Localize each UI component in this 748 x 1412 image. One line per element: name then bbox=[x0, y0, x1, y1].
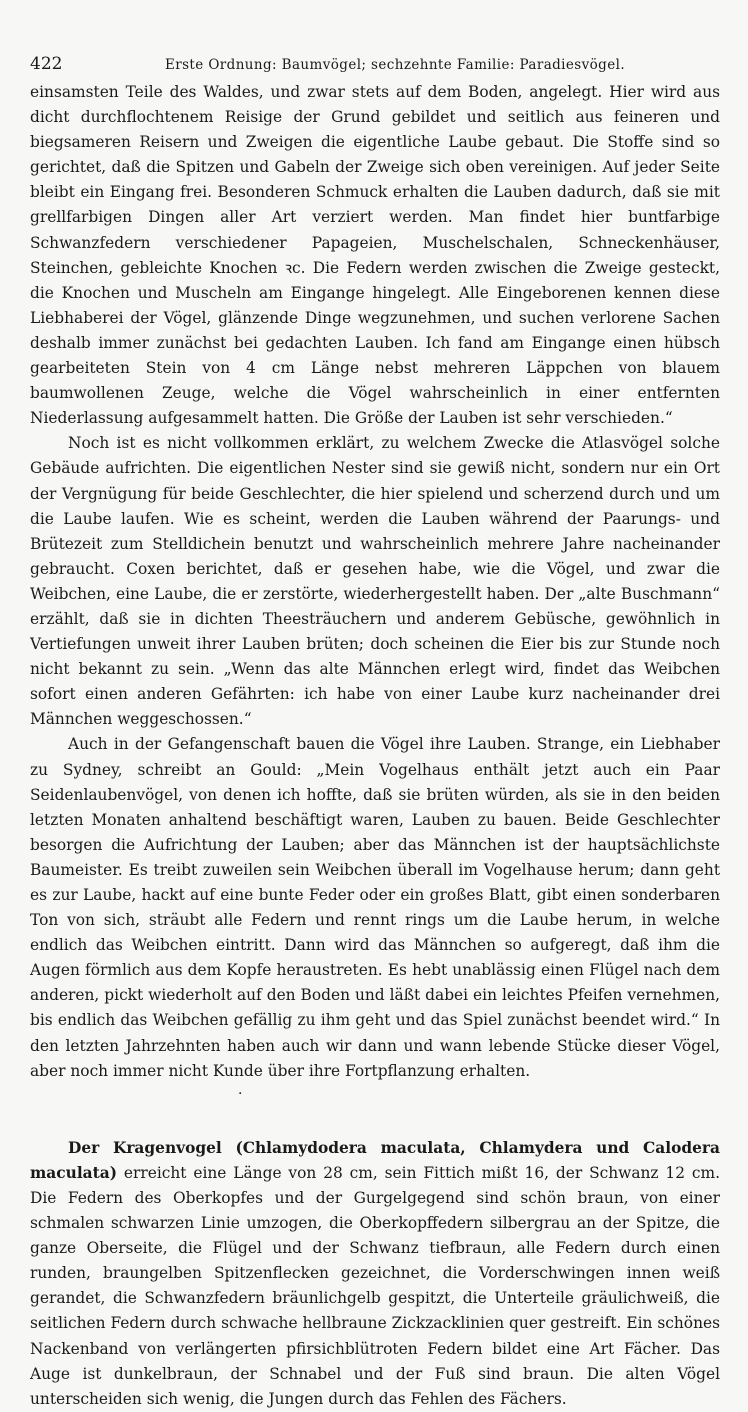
species-description: erreicht eine Länge von 28 cm, sein Fittich mißt 16, der Schwanz 12 cm. Die Federn des Oberkopfes und der Gurgelgegend sind schön braun, von einer schmalen schwarzen Linie umzogen, die Oberkopffedern silbergrau an der Spitze, die ganze Oberseite, die Flügel und der Schwanz tiefbraun, alle Federn durch einen runden, braungelben Spitzenflecken gezeichnet, die Vorderschwingen innen weiß gerandet, die Schwanzfedern bräunlichgelb gespitzt, die Unterteile gräulichweiß, die seitlichen Federn durch schwache hellbraune Zickzacklinien quer gestreift. Ein schönes Nackenband von verlängerten pfirsichblütroten Federn bildet eine Art Fächer. Das Auge ist dunkelbraun, der Schnabel und der Fuß sind braun. Die alten Vögel unterscheiden sich wenig, die Jungen durch das Fehlen des Fächers. bbox=[30, 1163, 720, 1408]
body-text bbox=[30, 80, 720, 1412]
separator-dot: · bbox=[238, 1085, 243, 1102]
page-header bbox=[30, 54, 720, 80]
running-title: Erste Ordnung: Baumvögel; sechzehnte Familie: Paradiesvögel. bbox=[164, 57, 626, 73]
species-paragraph bbox=[30, 1136, 720, 1412]
paragraph: Noch ist es nicht vollkommen erklärt, zu welchem Zwecke die Atlasvögel solche Gebäude aufrichten. Die eigentlichen Nester sind sie gewiß nicht, sondern nur ein Ort der Vergnügung für beide Geschlechter, die hier spielend und scherzend durch und um die Laube laufen. Wie es scheint, werden die Lauben während der Paarungs- und Brütezeit zum Stelldichein benutzt und wahrscheinlich mehrere Jahre nacheinander gebraucht. Coxen berichtet, daß er gesehen habe, wie die Vögel, und zwar die Weibchen, eine Laube, die er zerstörte, wiederhergestellt haben. Der „alte Buschmann“ erzählt, daß sie in dichten Theesträuchern und anderem Gebüsche, gewöhnlich in Vertiefungen unweit ihrer Lauben brüten; doch scheinen die Eier bis zur Stunde noch nicht bekannt zu sein. „Wenn das alte Männchen erlegt wird, findet das Weibchen sofort einen anderen Gefährten: ich habe von einer Laube kurz nacheinander drei Männchen weggeschossen.“ bbox=[30, 434, 720, 729]
page bbox=[30, 54, 720, 1412]
species-heading: Der Kragenvogel (Chlamydodera maculata, Chlamydera und Calodera maculata) bbox=[30, 1138, 720, 1182]
paragraph: einsamsten Teile des Waldes, und zwar stets auf dem Boden, angelegt. Hier wird aus dicht durchflochtenem Reisige der Grund gebildet und seitlich aus feineren und biegsameren Reisern und Zweigen die eigentliche Laube gebaut. Die Stoffe sind so gerichtet, daß die Spitzen und Gabeln der Zweige sich oben vereinigen. Auf jeder Seite bleibt ein Eingang frei. Besonderen Schmuck erhalten die Lauben dadurch, daß sie mit grellfarbigen Dingen aller Art verziert werden. Man findet hier buntfarbige Schwanzfedern verschiedener Papageien, Muschelschalen, Schneckenhäuser, Steinchen, gebleichte Knochen ꝛc. Die Federn werden zwischen die Zweige gesteckt, die Knochen und Muscheln am Eingange hingelegt. Alle Eingeborenen kennen diese Liebhaberei der Vögel, glänzende Dinge wegzunehmen, und suchen verlorene Sachen deshalb immer zunächst bei gedachten Lauben. Ich fand am Eingange einen hübsch gearbeiteten Stein von 4 cm Länge nebst mehreren Läppchen von blauem baumwollenen Zeuge, welche die Vögel wahrscheinlich in einer entfernten Niederlassung aufgesammelt hatten. Die Größe der Lauben ist sehr verschieden.“ bbox=[30, 83, 720, 428]
paragraph: Auch in der Gefangenschaft bauen die Vögel ihre Lauben. Strange, ein Liebhaber zu Sydney, schreibt an Gould: „Mein Vogelhaus enthält jetzt auch ein Paar Seidenlaubenvögel, von denen ich hoffte, daß sie brüten würden, als sie in den beiden letzten Monaten anhaltend beschäftigt waren, Lauben zu bauen. Beide Geschlechter besorgen die Aufrichtung der Lauben; aber das Männchen ist der hauptsächlichste Baumeister. Es treibt zuweilen sein Weibchen überall im Vogelhause herum; dann geht es zur Laube, hackt auf eine bunte Feder oder ein großes Blatt, gibt einen sonderbaren Ton von sich, sträubt alle Federn und rennt rings um die Laube herum, in welche endlich das Weibchen eintritt. Dann wird das Männchen so aufgeregt, daß ihm die Augen förmlich aus dem Kopfe heraustreten. Es hebt unablässig einen Flügel nach dem anderen, pickt wiederholt auf den Boden und läßt dabei ein leichtes Pfeifen vernehmen, bis endlich das Weibchen gefällig zu ihm geht und das Spiel zunächst beendet wird.“ In den letzten Jahrzehnten haben auch wir dann und wann lebende Stücke dieser Vögel, aber noch immer nicht Kunde über ihre Fortpflanzung erhalten. bbox=[30, 735, 720, 1080]
section-gap bbox=[30, 1084, 720, 1136]
page-number: 422 bbox=[30, 54, 63, 74]
